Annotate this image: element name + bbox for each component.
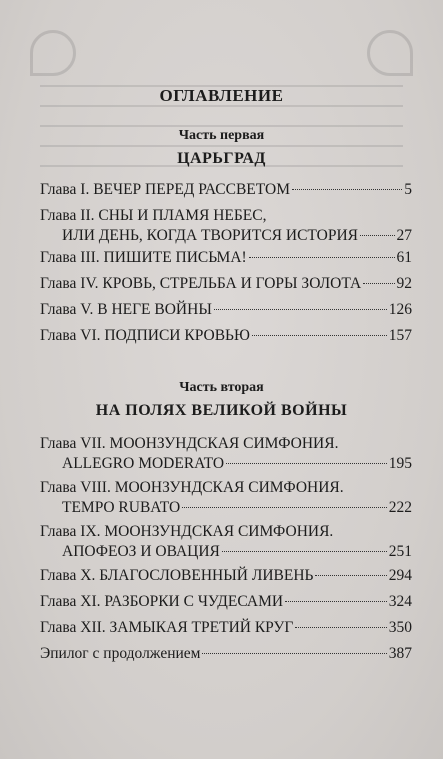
leader-dots xyxy=(222,551,387,552)
leader-dots xyxy=(292,189,402,190)
page-number: 350 xyxy=(388,619,412,636)
entry-text: ИЛИ ДЕНЬ, КОГДА ТВОРИТСЯ ИСТОРИЯ xyxy=(62,227,359,244)
toc-entry[interactable] xyxy=(40,522,412,562)
toc-entry[interactable] xyxy=(40,180,412,200)
entry-text: Глава IV. КРОВЬ, СТРЕЛЬБА И ГОРЫ ЗОЛОТА xyxy=(40,275,362,292)
part-2-label: Часть вторая xyxy=(179,380,264,395)
page-number: 27 xyxy=(396,227,412,244)
entry-text: Эпилог с продолжением xyxy=(40,645,201,662)
ornament-right-icon xyxy=(367,30,413,76)
entry-first-line: Глава IX. МООНЗУНДСКАЯ СИМФОНИЯ. xyxy=(40,523,334,540)
part-1-title: ЦАРЬГРАД xyxy=(177,150,266,167)
entry-text: Глава V. В НЕГЕ ВОЙНЫ xyxy=(40,301,212,318)
leader-dots xyxy=(295,627,386,628)
bleed-line xyxy=(40,145,403,147)
page-number: 387 xyxy=(388,645,412,662)
page-number: 195 xyxy=(388,455,412,472)
toc-entry[interactable] xyxy=(40,248,412,268)
toc-entry[interactable] xyxy=(40,274,412,294)
entry-text: ALLEGRO MODERATO xyxy=(62,455,225,472)
toc-entry[interactable] xyxy=(40,566,412,586)
ornament-left-icon xyxy=(30,30,76,76)
entry-text: Глава XI. РАЗБОРКИ С ЧУДЕСАМИ xyxy=(40,593,284,610)
page-number: 61 xyxy=(396,249,412,266)
leader-dots xyxy=(249,257,395,258)
page-number: 222 xyxy=(388,499,412,516)
entry-text: Глава III. ПИШИТЕ ПИСЬМА! xyxy=(40,249,247,266)
toc-entry[interactable] xyxy=(40,618,412,638)
toc-entry[interactable] xyxy=(40,206,412,246)
part-1-label: Часть первая xyxy=(178,128,265,143)
leader-dots xyxy=(315,575,386,576)
leader-dots xyxy=(285,601,387,602)
leader-dots xyxy=(226,463,387,464)
part-2-title: НА ПОЛЯХ ВЕЛИКОЙ ВОЙНЫ xyxy=(95,402,348,419)
entry-text: TEMPO RUBATO xyxy=(62,499,181,516)
toc-entry[interactable] xyxy=(40,592,412,612)
page-number: 157 xyxy=(388,327,412,344)
bleed-line xyxy=(40,125,403,127)
toc-entry[interactable] xyxy=(40,434,412,474)
toc-entry[interactable] xyxy=(40,644,412,664)
leader-dots xyxy=(182,507,387,508)
entry-text: Глава XII. ЗАМЫКАЯ ТРЕТИЙ КРУГ xyxy=(40,619,294,636)
leader-dots xyxy=(202,653,386,654)
toc-entry[interactable] xyxy=(40,478,412,518)
page-number: 126 xyxy=(388,301,412,318)
page-number: 5 xyxy=(404,181,412,198)
entry-first-line: Глава VII. МООНЗУНДСКАЯ СИМФОНИЯ. xyxy=(40,435,339,452)
toc-entry[interactable] xyxy=(40,326,412,346)
leader-dots xyxy=(252,335,387,336)
page-number: 324 xyxy=(388,593,412,610)
page-number: 92 xyxy=(396,275,412,292)
entry-first-line: Глава VIII. МООНЗУНДСКАЯ СИМФОНИЯ. xyxy=(40,479,344,496)
leader-dots xyxy=(363,283,394,284)
entry-text: Глава X. БЛАГОСЛОВЕННЫЙ ЛИВЕНЬ xyxy=(40,567,314,584)
leader-dots xyxy=(360,235,394,236)
entry-text: Глава I. ВЕЧЕР ПЕРЕД РАССВЕТОМ xyxy=(40,181,291,198)
toc-entry[interactable] xyxy=(40,300,412,320)
toc-title: ОГЛАВЛЕНИЕ xyxy=(159,86,284,105)
entry-first-line: Глава II. СНЫ И ПЛАМЯ НЕБЕС, xyxy=(40,207,267,224)
entry-text: Глава VI. ПОДПИСИ КРОВЬЮ xyxy=(40,327,250,344)
leader-dots xyxy=(214,309,387,310)
page-number: 251 xyxy=(388,543,412,560)
page-number: 294 xyxy=(388,567,412,584)
entry-text: АПОФЕОЗ И ОВАЦИЯ xyxy=(62,543,220,560)
